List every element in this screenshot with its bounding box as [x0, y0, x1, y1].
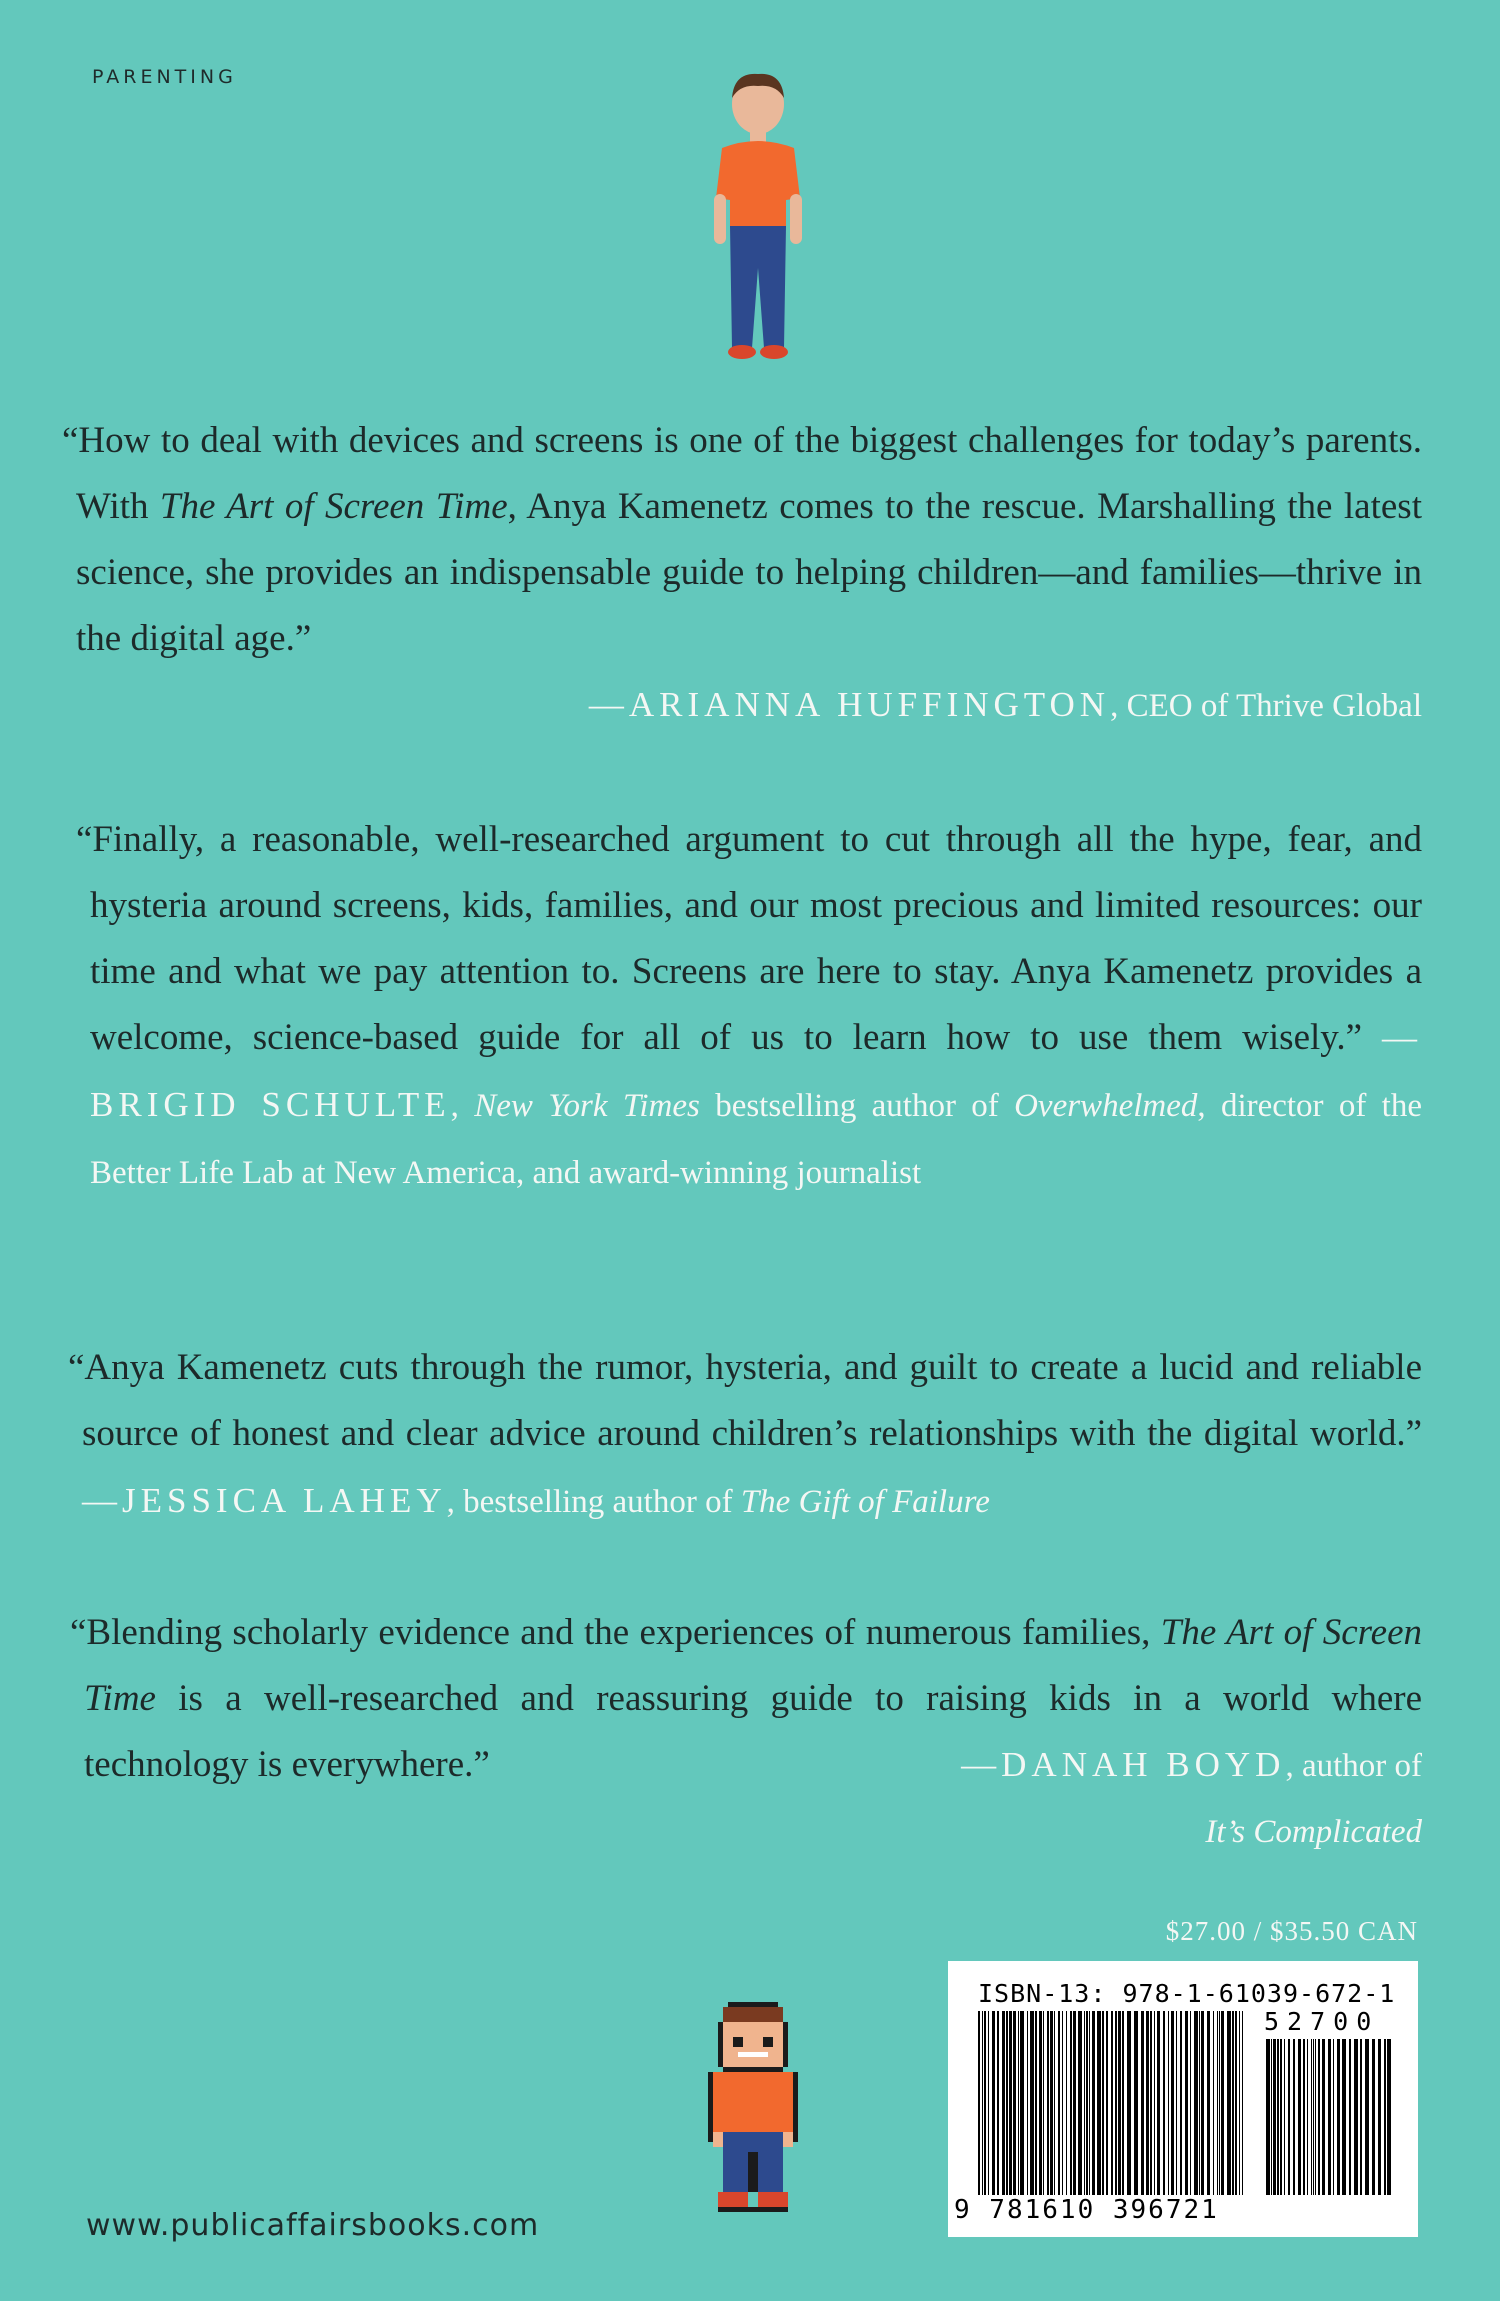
book-title: The Gift of Failure	[740, 1484, 990, 1520]
attribution-title: , CEO of Thrive Global	[1110, 688, 1422, 724]
isbn-label: ISBN-13: 978-1-61039-672-1	[978, 1979, 1396, 2008]
attribution-title: , director of the Better Life Lab at New America, and award-winning journalist	[90, 1088, 1422, 1191]
book-title: The Art of Screen Time	[84, 1612, 1423, 1719]
book-title: Overwhelmed	[1014, 1088, 1198, 1124]
price-label: $27.00 / $35.50 CAN	[1165, 1916, 1418, 1946]
quote-text: is a well-researched and reassuring guide to raising kids in a world where technology is everywhere.”	[84, 1678, 1422, 1785]
attribution-name: —BRIGID SCHULTE	[90, 1018, 1422, 1124]
attribution-title: bestselling author of	[699, 1088, 1015, 1124]
quote-text: , Anya Kamenetz comes to the rescue. Marshalling the latest science, she provides an indispensable guide to helping children—and families—thrive in the digital age.”	[76, 486, 1422, 659]
category-label: PARENTING	[92, 66, 237, 88]
pixel-kid-icon	[708, 2002, 798, 2212]
attribution-title: , author of	[1285, 1748, 1422, 1784]
attribution-separator: ,	[450, 1088, 475, 1124]
publication-title: New York Times	[474, 1088, 700, 1124]
quote-text: “Finally, a reasonable, well-researched argument to cut through all the hype, fear, and hysteria around screens, kids, families, and our most precious and limited resources: our time and what we pay attention to. Screens are here to stay. Anya Kamenetz provides a welcome, science-based guide for all of us to learn how to use them wisely.”	[76, 819, 1422, 1058]
attribution-name: —JESSICA LAHEY	[82, 1481, 447, 1520]
quote-text: “Blending scholarly evidence and the experiences of numerous families,	[70, 1612, 1161, 1653]
child-photo	[690, 68, 826, 368]
price-code: 52700	[1264, 2007, 1380, 2036]
book-title: It’s Complicated	[1205, 1814, 1422, 1850]
quote-text: “Anya Kamenetz cuts through the rumor, hysteria, and guilt to create a lucid and reliable source of honest and clear advice around children’s relationships with the digital world.”	[68, 1347, 1422, 1454]
attribution-name: —DANAH BOYD	[961, 1745, 1286, 1784]
quote-lahey	[68, 1335, 1422, 1535]
quote-boyd	[70, 1600, 1423, 1865]
attribution	[76, 672, 1422, 739]
attribution-title: , bestselling author of	[446, 1484, 741, 1520]
quote-huffington	[62, 408, 1422, 739]
quote-text: “How to deal with devices and screens is one of the biggest challenges for today’s parents. With	[62, 420, 1422, 527]
attribution-name: —ARIANNA HUFFINGTON	[588, 685, 1111, 724]
barcode-digits: 9 781610 396721	[954, 2195, 1219, 2225]
book-title: The Art of Screen Time	[159, 486, 508, 527]
barcode	[948, 1961, 1418, 2237]
publisher-website: www.publicaffairsbooks.com	[86, 2208, 540, 2243]
quote-schulte	[76, 807, 1422, 1206]
